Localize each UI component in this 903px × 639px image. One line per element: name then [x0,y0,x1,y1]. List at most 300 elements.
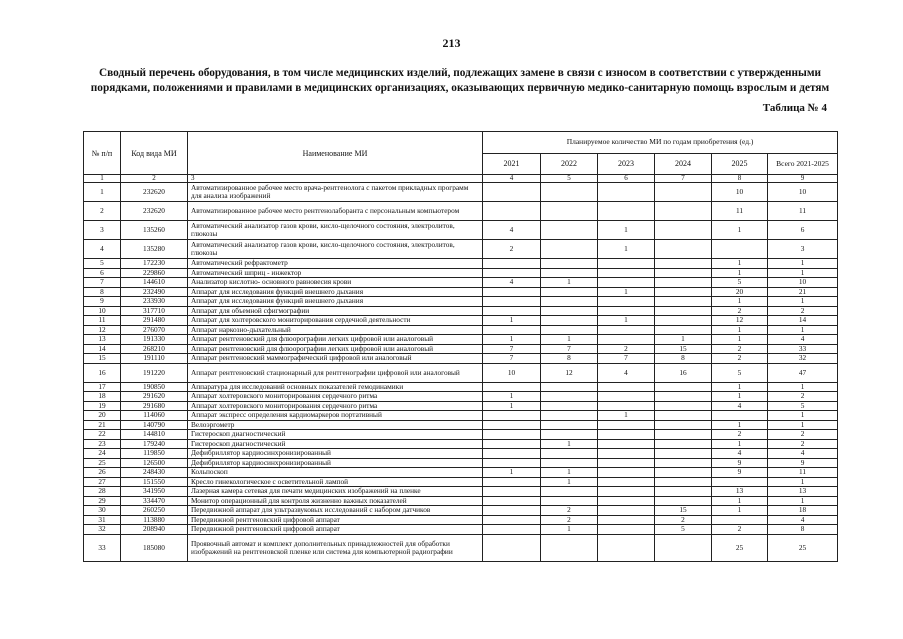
table-row [84,335,838,345]
row-total: 25 [768,534,838,561]
row-2025: 12 [712,316,768,326]
row-2021 [483,325,541,335]
row-2023 [598,382,655,392]
table-row [84,430,838,440]
row-2023 [598,335,655,345]
row-name: Аппарат рентгеновский для флюорографии легких цифровой или аналоговый [188,335,483,345]
row-2024 [655,430,712,440]
table-row [84,449,838,459]
table-row [84,525,838,535]
table-row [84,325,838,335]
row-2025: 9 [712,458,768,468]
row-number: 3 [84,221,121,240]
row-number: 16 [84,363,121,382]
row-2024 [655,183,712,202]
row-2021 [483,287,541,297]
table-row [84,354,838,364]
row-total: 32 [768,354,838,364]
row-2024 [655,411,712,421]
row-code: 268210 [121,344,188,354]
row-number: 6 [84,268,121,278]
header-num: № п/п [84,132,121,175]
row-2023 [598,325,655,335]
row-total: 6 [768,221,838,240]
row-code: 341950 [121,487,188,497]
row-number: 22 [84,430,121,440]
row-total: 13 [768,487,838,497]
row-code: 233930 [121,297,188,307]
row-name: Передвижной рентгеновский цифровой аппарат [188,515,483,525]
row-code: 114060 [121,411,188,421]
row-2021 [483,306,541,316]
row-2025: 2 [712,344,768,354]
row-2022 [541,430,598,440]
row-2024 [655,392,712,402]
row-2021: 1 [483,468,541,478]
row-2024 [655,401,712,411]
row-number: 31 [84,515,121,525]
row-total: 10 [768,183,838,202]
row-number: 19 [84,401,121,411]
row-code: 119850 [121,449,188,459]
row-2022 [541,202,598,221]
row-2021 [483,439,541,449]
row-2023 [598,515,655,525]
table-row [84,202,838,221]
row-2024 [655,487,712,497]
row-name: Анализатор кислотно- основного равновесия крови [188,278,483,288]
row-2024: 5 [655,525,712,535]
row-name: Аппарат экспресс определения кардиомаркеров портативный [188,411,483,421]
row-number: 21 [84,420,121,430]
row-2022 [541,392,598,402]
row-2022 [541,420,598,430]
row-code: 172230 [121,259,188,269]
row-2022 [541,297,598,307]
table-row [84,363,838,382]
row-code: 135260 [121,221,188,240]
row-number: 12 [84,325,121,335]
row-2025: 1 [712,392,768,402]
row-2023: 1 [598,240,655,259]
row-2023 [598,183,655,202]
row-total: 2 [768,439,838,449]
row-name: Передвижной аппарат для ультразвуковых исследований с набором датчиков [188,506,483,516]
row-number: 17 [84,382,121,392]
row-2021: 1 [483,316,541,326]
row-total: 33 [768,344,838,354]
row-2023: 1 [598,411,655,421]
row-2022 [541,325,598,335]
row-2024: 15 [655,344,712,354]
row-2023 [598,477,655,487]
row-2022 [541,401,598,411]
row-2024: 1 [655,335,712,345]
row-code: 144810 [121,430,188,440]
row-2023 [598,278,655,288]
table-row [84,458,838,468]
row-code: 140790 [121,420,188,430]
row-2025 [712,411,768,421]
row-code: 291680 [121,401,188,411]
row-2021 [483,259,541,269]
row-total: 1 [768,382,838,392]
row-2024 [655,259,712,269]
row-2025: 25 [712,534,768,561]
row-name: Автоматический анализатор газов крови, кисло-щелочного состояния, электролитов, глюкозы [188,221,483,240]
row-total: 11 [768,468,838,478]
row-2025 [712,240,768,259]
column-numbers-row [84,175,838,183]
table-row [84,287,838,297]
row-name: Велоэргометр [188,420,483,430]
row-name: Кресло гинекологическое с осветительной лампой [188,477,483,487]
row-total: 5 [768,401,838,411]
row-2024 [655,240,712,259]
row-total: 8 [768,525,838,535]
row-2023: 2 [598,344,655,354]
row-name: Аппарат наркозно-дыхательный [188,325,483,335]
row-2024 [655,382,712,392]
row-number: 18 [84,392,121,402]
row-code: 232490 [121,287,188,297]
row-name: Аппарат холтеровского мониторирования сердечного ритма [188,401,483,411]
row-total: 1 [768,496,838,506]
row-total: 1 [768,268,838,278]
row-2021: 4 [483,221,541,240]
row-2023: 1 [598,287,655,297]
row-name: Автоматический анализатор газов крови, кисло-щелочного состояния, электролитов, глюкозы [188,240,483,259]
row-2021 [483,268,541,278]
row-number: 28 [84,487,121,497]
table-row [84,268,838,278]
row-total: 11 [768,202,838,221]
row-2021 [483,183,541,202]
table-row [84,439,838,449]
row-2021: 1 [483,335,541,345]
row-2023 [598,439,655,449]
row-2025: 1 [712,335,768,345]
row-2021 [483,458,541,468]
row-2025: 1 [712,439,768,449]
row-2023 [598,525,655,535]
row-2022 [541,221,598,240]
row-2021 [483,202,541,221]
row-2023 [598,268,655,278]
row-2022 [541,534,598,561]
table-row [84,316,838,326]
row-2022: 1 [541,278,598,288]
col-number: 9 [768,175,838,183]
row-name: Аппарат рентгеновский для флюорографии легких цифровой или аналоговый [188,344,483,354]
row-number: 30 [84,506,121,516]
row-2023: 1 [598,316,655,326]
row-2021 [483,411,541,421]
row-2025: 5 [712,278,768,288]
table-row [84,382,838,392]
row-total: 1 [768,297,838,307]
row-2024 [655,477,712,487]
row-total: 1 [768,259,838,269]
row-2025: 1 [712,420,768,430]
row-2025: 4 [712,401,768,411]
row-number: 24 [84,449,121,459]
row-2022 [541,259,598,269]
row-2022 [541,287,598,297]
row-2025: 1 [712,221,768,240]
row-2022 [541,411,598,421]
row-code: 291480 [121,316,188,326]
table-row [84,297,838,307]
header-name: Наименование МИ [188,132,483,175]
row-code: 232620 [121,202,188,221]
row-2023: 4 [598,363,655,382]
row-code: 126500 [121,458,188,468]
row-2023 [598,430,655,440]
row-number: 14 [84,344,121,354]
row-number: 32 [84,525,121,535]
col-number: 4 [483,175,541,183]
row-2025: 1 [712,325,768,335]
row-name: Аппарат для исследования функций внешнего дыхания [188,297,483,307]
row-2025: 20 [712,287,768,297]
row-2021: 10 [483,363,541,382]
row-name: Автоматический рефрактометр [188,259,483,269]
row-2025: 1 [712,268,768,278]
row-number: 10 [84,306,121,316]
row-code: 185080 [121,534,188,561]
row-2022 [541,306,598,316]
row-2024 [655,202,712,221]
row-code: 208940 [121,525,188,535]
row-name: Аппарат рентгеновский маммографический цифровой или аналоговый [188,354,483,364]
row-2025: 5 [712,363,768,382]
row-2022 [541,487,598,497]
row-2021: 4 [483,278,541,288]
row-2025: 2 [712,525,768,535]
row-name: Аппарат рентгеновский стационарный для рентгенографии цифровой или аналоговый [188,363,483,382]
col-number: 2 [121,175,188,183]
row-2023 [598,534,655,561]
row-2025: 1 [712,259,768,269]
table-row [84,278,838,288]
row-name: Кольпоскоп [188,468,483,478]
row-2022 [541,183,598,202]
row-2021 [483,515,541,525]
header-code: Код вида МИ [121,132,188,175]
row-code: 179240 [121,439,188,449]
row-2021: 1 [483,401,541,411]
row-2024 [655,268,712,278]
row-2025: 2 [712,354,768,364]
row-total: 1 [768,325,838,335]
row-2022: 2 [541,515,598,525]
row-2021: 7 [483,344,541,354]
row-code: 144610 [121,278,188,288]
row-number: 8 [84,287,121,297]
row-number: 7 [84,278,121,288]
table-row [84,477,838,487]
row-2025: 1 [712,297,768,307]
col-number: 7 [655,175,712,183]
row-2021 [483,449,541,459]
col-number: 6 [598,175,655,183]
row-total: 2 [768,392,838,402]
row-code: 232620 [121,183,188,202]
row-2022 [541,458,598,468]
row-2021 [483,297,541,307]
row-2025: 2 [712,306,768,316]
table-row [84,420,838,430]
row-name: Гистероскоп диагностический [188,430,483,440]
row-total: 1 [768,411,838,421]
row-2023 [598,202,655,221]
table-row [84,534,838,561]
row-2022: 8 [541,354,598,364]
row-name: Монитор операционный для контроля жизненно важных показателей [188,496,483,506]
row-2023: 1 [598,221,655,240]
page-number: 213 [442,36,461,50]
row-2024 [655,496,712,506]
row-2024 [655,534,712,561]
row-2023 [598,496,655,506]
row-2024 [655,297,712,307]
table-row [84,401,838,411]
row-2022 [541,316,598,326]
row-code: 229860 [121,268,188,278]
row-total: 1 [768,477,838,487]
header-year-2023: 2023 [598,153,655,175]
row-number: 23 [84,439,121,449]
row-2023 [598,297,655,307]
row-2022: 7 [541,344,598,354]
row-2025: 1 [712,496,768,506]
row-code: 248430 [121,468,188,478]
row-number: 13 [84,335,121,345]
row-code: 291620 [121,392,188,402]
row-2021 [483,477,541,487]
row-total: 9 [768,458,838,468]
row-2024 [655,316,712,326]
row-2024 [655,287,712,297]
row-2025: 10 [712,183,768,202]
row-total: 2 [768,430,838,440]
table-row [84,183,838,202]
row-number: 33 [84,534,121,561]
row-2025: 1 [712,506,768,516]
row-2021 [483,534,541,561]
row-total: 10 [768,278,838,288]
row-2023 [598,392,655,402]
row-2021 [483,382,541,392]
row-total: 21 [768,287,838,297]
row-2025: 1 [712,382,768,392]
row-code: 190850 [121,382,188,392]
row-2024 [655,221,712,240]
row-2024 [655,449,712,459]
row-2025: 9 [712,468,768,478]
row-2022: 2 [541,506,598,516]
row-name: Дефибриллятор кардиосинхронизированный [188,449,483,459]
table-row [84,496,838,506]
table-row [84,259,838,269]
row-2022 [541,240,598,259]
row-number: 11 [84,316,121,326]
row-2023 [598,259,655,269]
row-2024 [655,458,712,468]
row-2023 [598,401,655,411]
row-number: 1 [84,183,121,202]
row-number: 2 [84,202,121,221]
row-number: 15 [84,354,121,364]
row-2023 [598,506,655,516]
row-code: 135280 [121,240,188,259]
table-label: Таблица № 4 [762,102,827,114]
row-number: 9 [84,297,121,307]
row-number: 29 [84,496,121,506]
row-total: 4 [768,449,838,459]
row-name: Автоматизированное рабочее место врача-рентгенолога с пакетом прикладных программ для анализа изображений [188,183,483,202]
row-2021: 2 [483,240,541,259]
row-name: Аппарат для холтеровского мониторирования сердечной деятельности [188,316,483,326]
header-year-2024: 2024 [655,153,712,175]
row-name: Гистероскоп диагностический [188,439,483,449]
row-2025: 13 [712,487,768,497]
table-row [84,306,838,316]
row-total: 2 [768,306,838,316]
row-name: Аппарат для объемной сфигмографии [188,306,483,316]
row-2024: 16 [655,363,712,382]
header-year-2022: 2022 [541,153,598,175]
row-2021 [483,506,541,516]
row-2023 [598,458,655,468]
row-code: 334470 [121,496,188,506]
col-number: 1 [84,175,121,183]
row-2025 [712,477,768,487]
row-2021: 7 [483,354,541,364]
row-2024 [655,325,712,335]
header-year-2025: 2025 [712,153,768,175]
row-code: 191330 [121,335,188,345]
row-2023 [598,420,655,430]
row-total: 47 [768,363,838,382]
row-code: 151550 [121,477,188,487]
table-row [84,506,838,516]
header-planned: Планируемое количество МИ по годам приобретения (ед.) [483,132,838,154]
row-2022: 1 [541,525,598,535]
row-2024 [655,420,712,430]
row-2024: 15 [655,506,712,516]
row-2025: 4 [712,449,768,459]
row-name: Передвижной рентгеновский цифровой аппарат [188,525,483,535]
row-name: Аппаратура для исследований основных показателей гемодинамики [188,382,483,392]
row-code: 317710 [121,306,188,316]
table-row [84,468,838,478]
col-number: 5 [541,175,598,183]
header-total: Всего 2021-2025 [768,153,838,175]
row-2023 [598,306,655,316]
row-total: 3 [768,240,838,259]
row-2022 [541,268,598,278]
row-name: Автоматический шприц - инжектор [188,268,483,278]
row-name: Лазерная камера сетевая для печати медицинских изображений на пленке [188,487,483,497]
row-2023 [598,449,655,459]
table-row [84,515,838,525]
row-2023 [598,468,655,478]
row-2023: 7 [598,354,655,364]
row-2021 [483,420,541,430]
row-2021 [483,487,541,497]
